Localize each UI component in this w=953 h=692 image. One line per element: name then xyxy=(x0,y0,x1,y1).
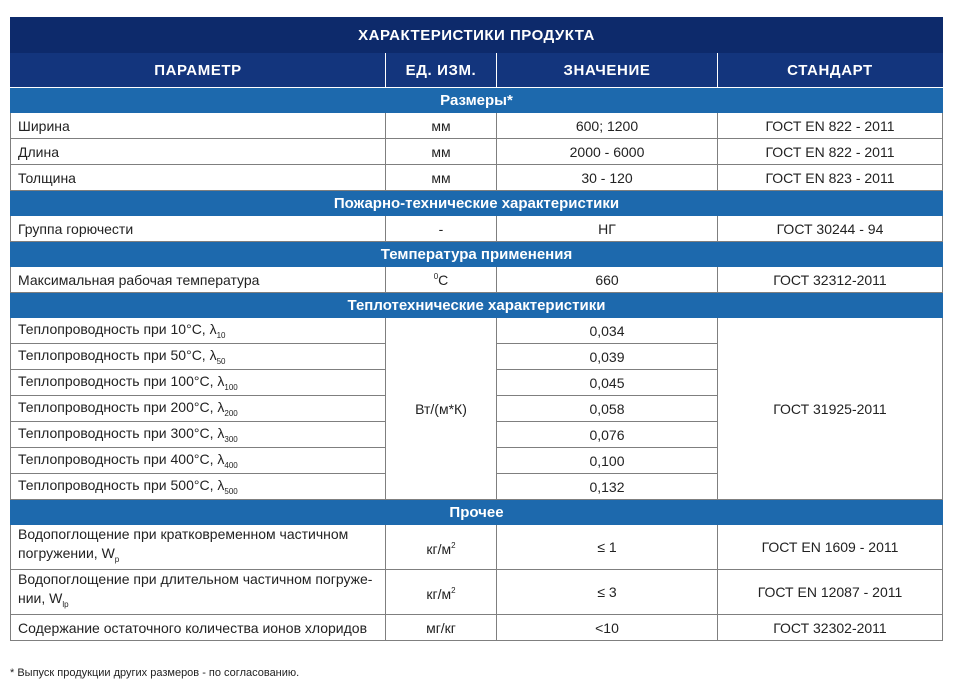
param-subscript: 500 xyxy=(224,487,238,496)
param-text-line1: Водопоглощение при длительном частичном погруже- xyxy=(18,571,373,587)
param-subscript: 300 xyxy=(224,435,238,444)
value-cell: НГ xyxy=(497,216,718,242)
standard-cell: ГОСТ 32302-2011 xyxy=(718,615,943,641)
param-cell xyxy=(11,448,386,474)
value-cell: 0,132 xyxy=(497,474,718,500)
param-subscript: 200 xyxy=(224,409,238,418)
header-value: ЗНАЧЕНИЕ xyxy=(497,53,718,88)
unit-text: кг/м xyxy=(426,540,452,557)
param-text-line2: нии, W xyxy=(18,590,63,606)
standard-cell: ГОСТ EN 12087 - 2011 xyxy=(718,570,943,615)
table-row xyxy=(11,267,943,293)
table-row xyxy=(11,216,943,242)
param-cell xyxy=(11,474,386,500)
param-text: Теплопроводность при 50°С, λ xyxy=(18,347,217,363)
value-cell: 30 - 120 xyxy=(497,165,718,191)
table-row xyxy=(11,113,943,139)
table-row xyxy=(11,525,943,570)
section-title: Пожарно-технические характеристики xyxy=(11,191,943,216)
footnote: * Выпуск продукции других размеров - по согласованию. xyxy=(10,667,300,679)
unit-cell xyxy=(386,570,497,615)
header-param: ПАРАМЕТР xyxy=(11,53,386,88)
unit-superscript: 2 xyxy=(451,585,456,595)
param-text-line1: Водопоглощение при кратковременном частичном xyxy=(18,526,349,542)
value-cell: 0,058 xyxy=(497,396,718,422)
header-standard: СТАНДАРТ xyxy=(718,53,943,88)
param-cell: Максимальная рабочая температура xyxy=(11,267,386,293)
section-title: Прочее xyxy=(11,500,943,525)
param-cell: Содержание остаточного количества ионов хлоридов xyxy=(11,615,386,641)
param-subscript: 50 xyxy=(216,357,226,366)
unit-text: кг/м xyxy=(426,585,452,602)
table-row xyxy=(11,139,943,165)
table-row xyxy=(11,615,943,641)
param-text-line2: погружении, W xyxy=(18,545,115,561)
value-cell: ≤ 3 xyxy=(497,570,718,615)
standard-cell: ГОСТ EN 823 - 2011 xyxy=(718,165,943,191)
unit-cell xyxy=(386,267,497,293)
value-cell: 0,076 xyxy=(497,422,718,448)
unit-cell: - xyxy=(386,216,497,242)
table-row xyxy=(11,570,943,615)
header-unit: ЕД. ИЗМ. xyxy=(386,53,497,88)
section-title: Температура применения xyxy=(11,242,943,267)
value-cell: 0,045 xyxy=(497,370,718,396)
unit-cell: мг/кг xyxy=(386,615,497,641)
param-cell: Группа горючести xyxy=(11,216,386,242)
unit-superscript: 0 xyxy=(433,271,439,281)
param-text: Теплопроводность при 400°С, λ xyxy=(18,451,225,467)
param-text: Теплопроводность при 300°С, λ xyxy=(18,425,225,441)
section-title: Размеры* xyxy=(11,88,943,113)
param-subscript: p xyxy=(114,555,120,564)
section-thermal xyxy=(11,293,943,318)
standard-cell: ГОСТ 30244 - 94 xyxy=(718,216,943,242)
param-cell: Толщина xyxy=(11,165,386,191)
unit-text: С xyxy=(438,271,449,288)
unit-cell: мм xyxy=(386,113,497,139)
header-row xyxy=(11,53,943,88)
param-subscript: lp xyxy=(62,600,69,609)
table-title-row xyxy=(11,18,943,53)
value-cell: 600; 1200 xyxy=(497,113,718,139)
param-cell xyxy=(11,318,386,344)
value-cell: 0,100 xyxy=(497,448,718,474)
value-cell: ≤ 1 xyxy=(497,525,718,570)
param-cell xyxy=(11,570,386,615)
param-subscript: 10 xyxy=(216,331,226,340)
value-cell: 2000 - 6000 xyxy=(497,139,718,165)
table-title: ХАРАКТЕРИСТИКИ ПРОДУКТА xyxy=(11,18,943,53)
param-cell: Длина xyxy=(11,139,386,165)
param-subscript: 400 xyxy=(224,461,238,470)
param-cell xyxy=(11,344,386,370)
param-cell: Ширина xyxy=(11,113,386,139)
unit-cell xyxy=(386,525,497,570)
param-cell xyxy=(11,370,386,396)
section-fire xyxy=(11,191,943,216)
param-cell xyxy=(11,396,386,422)
product-specs-table xyxy=(10,17,943,641)
value-cell: 660 xyxy=(497,267,718,293)
param-cell xyxy=(11,525,386,570)
param-subscript: 100 xyxy=(224,383,238,392)
value-cell: 0,034 xyxy=(497,318,718,344)
unit-cell: мм xyxy=(386,139,497,165)
param-text: Теплопроводность при 100°С, λ xyxy=(18,373,225,389)
unit-cell: мм xyxy=(386,165,497,191)
section-other xyxy=(11,500,943,525)
param-text: Теплопроводность при 200°С, λ xyxy=(18,399,225,415)
thermal-unit-cell: Вт/(м*К) xyxy=(386,318,497,500)
param-cell xyxy=(11,422,386,448)
standard-cell: ГОСТ EN 822 - 2011 xyxy=(718,139,943,165)
section-temperature xyxy=(11,242,943,267)
table-row xyxy=(11,165,943,191)
param-text: Теплопроводность при 10°С, λ xyxy=(18,321,217,337)
thermal-standard-cell: ГОСТ 31925-2011 xyxy=(718,318,943,500)
param-text: Теплопроводность при 500°С, λ xyxy=(18,477,225,493)
section-title: Теплотехнические характеристики xyxy=(11,293,943,318)
value-cell: <10 xyxy=(497,615,718,641)
table-row xyxy=(11,318,943,344)
unit-superscript: 2 xyxy=(451,540,456,550)
standard-cell: ГОСТ EN 822 - 2011 xyxy=(718,113,943,139)
standard-cell: ГОСТ 32312-2011 xyxy=(718,267,943,293)
section-dimensions xyxy=(11,88,943,113)
standard-cell: ГОСТ EN 1609 - 2011 xyxy=(718,525,943,570)
value-cell: 0,039 xyxy=(497,344,718,370)
